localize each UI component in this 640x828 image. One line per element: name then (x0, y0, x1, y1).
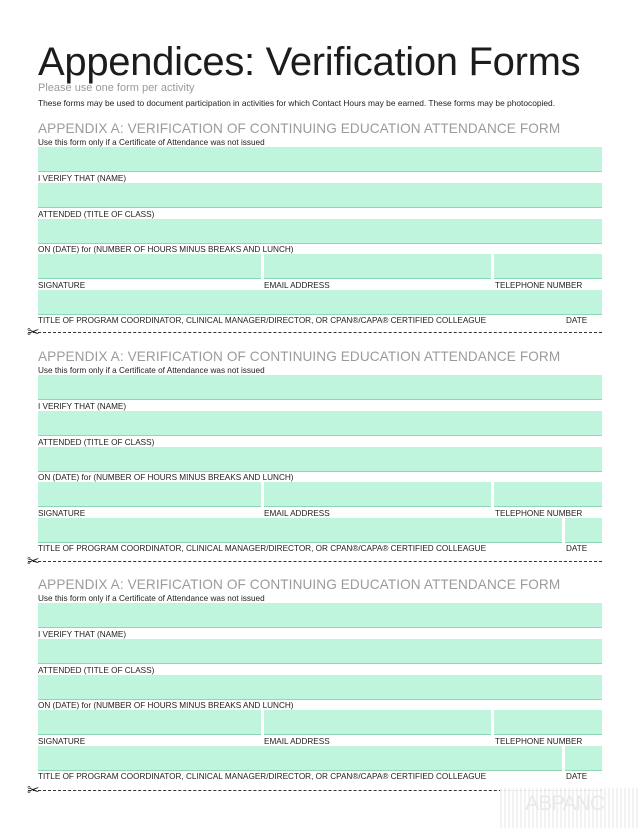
coordinator-field[interactable] (38, 746, 562, 771)
cut-line (28, 332, 602, 333)
date-hours-label: ON (DATE) for (NUMBER OF HOURS MINUS BREAKS AND LUNCH) (38, 245, 294, 254)
name-label: I VERIFY THAT (NAME) (38, 174, 127, 183)
form-heading: APPENDIX A: VERIFICATION OF CONTINUING EDUCATION ATTENDANCE FORM (38, 577, 561, 592)
telephone-field[interactable] (494, 482, 602, 507)
class-title-field[interactable] (38, 639, 602, 664)
date-field[interactable] (565, 746, 602, 771)
name-field[interactable] (38, 375, 602, 400)
coordinator-label: TITLE OF PROGRAM COORDINATOR, CLINICAL MANAGER/DIRECTOR, OR CPAN®/CAPA® CERTIFIED COLLEAGUE (38, 772, 487, 781)
email-field[interactable] (264, 254, 491, 279)
brand-logo: ABPANC (525, 792, 604, 815)
signature-field[interactable] (38, 482, 261, 507)
email-field[interactable] (264, 482, 491, 507)
signature-label: SIGNATURE (38, 509, 86, 518)
date-field[interactable] (565, 518, 602, 543)
date-hours-field[interactable] (38, 447, 602, 472)
scissors-icon: ✂ (27, 782, 40, 799)
signature-label: SIGNATURE (38, 281, 86, 290)
name-field[interactable] (38, 603, 602, 628)
intro-text: These forms may be used to document participation in activities for which Contact Hours may be earned. These forms may be photocopied. (38, 98, 556, 108)
name-field[interactable] (38, 147, 602, 172)
email-field[interactable] (264, 710, 491, 735)
date-label: DATE (566, 772, 588, 781)
date-label: DATE (566, 544, 588, 553)
coordinator-field[interactable] (38, 518, 562, 543)
telephone-label: TELEPHONE NUMBER (495, 737, 583, 746)
telephone-label: TELEPHONE NUMBER (495, 281, 583, 290)
class-title-field[interactable] (38, 183, 602, 208)
coordinator-field[interactable] (38, 290, 602, 315)
date-hours-label: ON (DATE) for (NUMBER OF HOURS MINUS BREAKS AND LUNCH) (38, 473, 294, 482)
coordinator-label: TITLE OF PROGRAM COORDINATOR, CLINICAL MANAGER/DIRECTOR, OR CPAN®/CAPA® CERTIFIED COLLEAGUE (38, 544, 487, 553)
form-note: Use this form only if a Certificate of Attendance was not issued (38, 366, 265, 375)
name-label: I VERIFY THAT (NAME) (38, 402, 127, 411)
date-hours-label: ON (DATE) for (NUMBER OF HOURS MINUS BREAKS AND LUNCH) (38, 701, 294, 710)
verification-form-3 (38, 577, 602, 805)
class-title-label: ATTENDED (TITLE OF CLASS) (38, 210, 155, 219)
class-title-field[interactable] (38, 411, 602, 436)
date-label: DATE (566, 316, 588, 325)
telephone-field[interactable] (494, 254, 602, 279)
name-label: I VERIFY THAT (NAME) (38, 630, 127, 639)
email-label: EMAIL ADDRESS (264, 737, 330, 746)
form-note: Use this form only if a Certificate of Attendance was not issued (38, 594, 265, 603)
page-subtitle: Please use one form per activity (38, 82, 195, 94)
date-hours-field[interactable] (38, 219, 602, 244)
form-note: Use this form only if a Certificate of Attendance was not issued (38, 138, 265, 147)
telephone-field[interactable] (494, 710, 602, 735)
signature-field[interactable] (38, 254, 261, 279)
verification-form-1 (38, 121, 602, 349)
class-title-label: ATTENDED (TITLE OF CLASS) (38, 666, 155, 675)
verification-form-2 (38, 349, 602, 577)
class-title-label: ATTENDED (TITLE OF CLASS) (38, 438, 155, 447)
signature-field[interactable] (38, 710, 261, 735)
form-heading: APPENDIX A: VERIFICATION OF CONTINUING EDUCATION ATTENDANCE FORM (38, 349, 561, 364)
email-label: EMAIL ADDRESS (264, 281, 330, 290)
email-label: EMAIL ADDRESS (264, 509, 330, 518)
cut-line (28, 561, 602, 562)
scissors-icon: ✂ (27, 553, 40, 570)
form-heading: APPENDIX A: VERIFICATION OF CONTINUING EDUCATION ATTENDANCE FORM (38, 121, 561, 136)
telephone-label: TELEPHONE NUMBER (495, 509, 583, 518)
scissors-icon: ✂ (27, 324, 40, 341)
coordinator-label: TITLE OF PROGRAM COORDINATOR, CLINICAL MANAGER/DIRECTOR, OR CPAN®/CAPA® CERTIFIED COLLEAGUE (38, 316, 487, 325)
page-title: Appendices: Verification Forms (38, 40, 581, 84)
signature-label: SIGNATURE (38, 737, 86, 746)
date-hours-field[interactable] (38, 675, 602, 700)
